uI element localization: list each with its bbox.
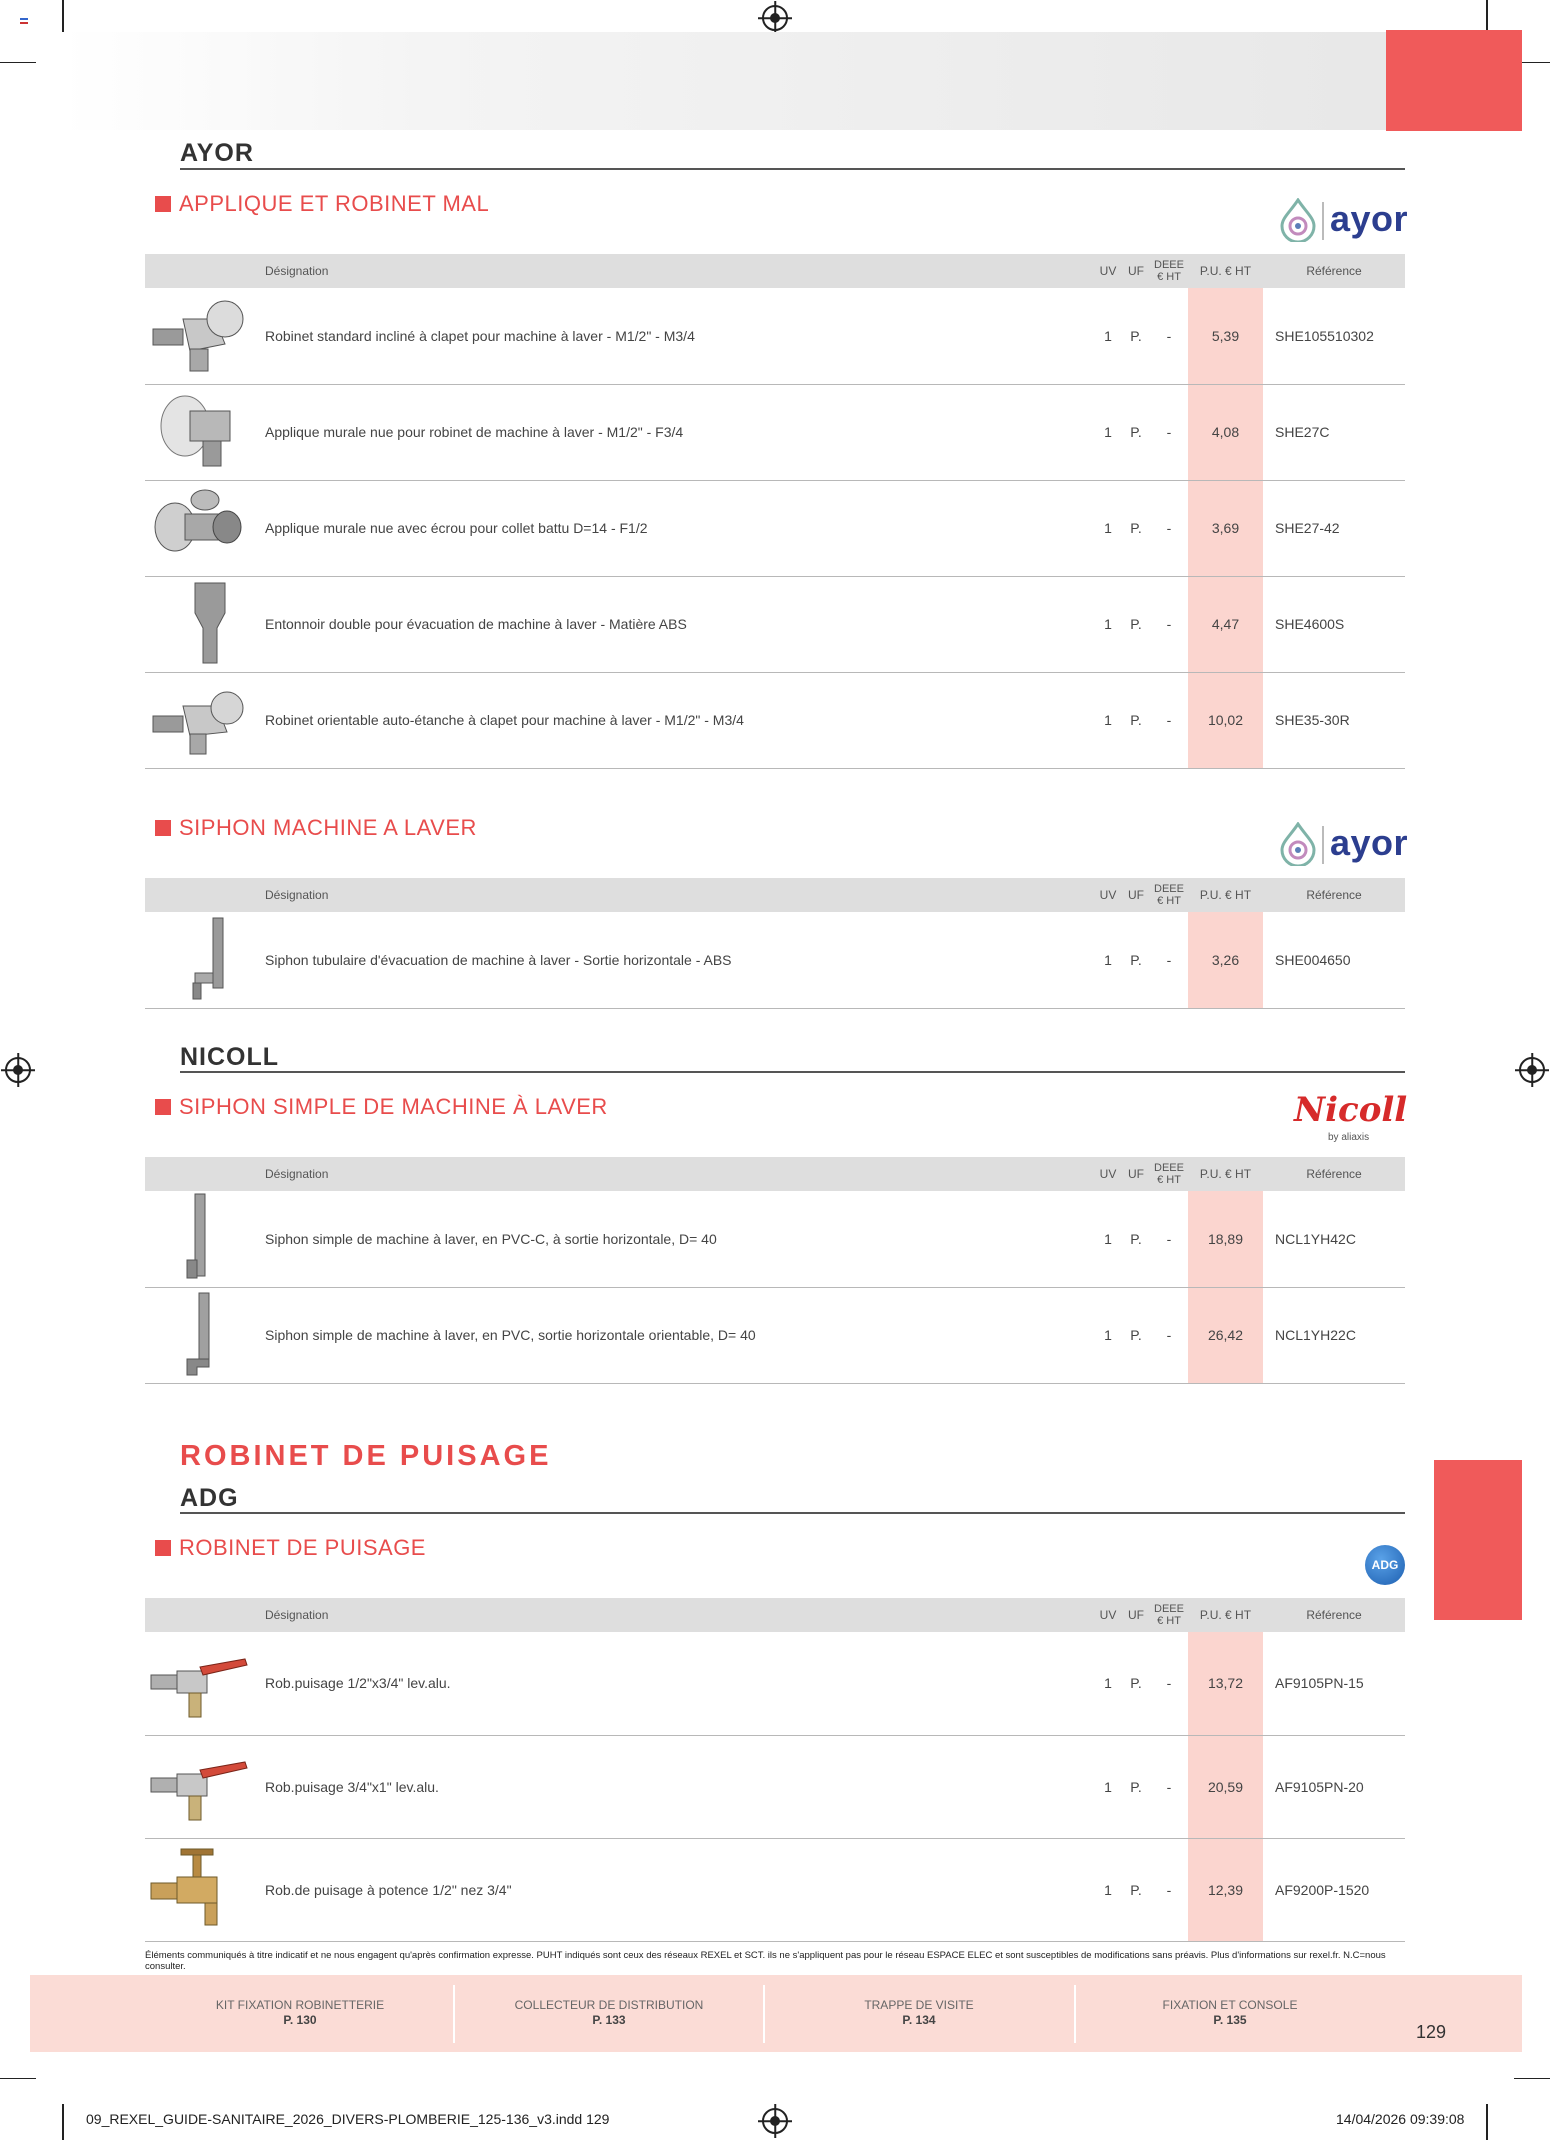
deee-cell: - bbox=[1150, 1838, 1188, 1941]
slug-file: 09_REXEL_GUIDE-SANITAIRE_2026_DIVERS-PLOMBERIE_125-136_v3.indd 129 bbox=[86, 2111, 610, 2127]
nicoll-logo-sub: by aliaxis bbox=[1328, 1132, 1370, 1143]
table-row bbox=[145, 288, 1405, 384]
brand-rule bbox=[180, 1512, 1405, 1514]
uv-cell: 1 bbox=[1094, 288, 1122, 384]
nicoll-logo-text: Nicoll bbox=[1294, 1090, 1408, 1130]
uv-cell: 1 bbox=[1094, 384, 1122, 480]
ayor-logo bbox=[1278, 822, 1408, 868]
table-row bbox=[145, 1287, 1405, 1383]
designation-cell: Siphon simple de machine à laver, en PVC-C, à sortie horizontale, D= 40 bbox=[265, 1191, 1094, 1287]
lever-tap-icon bbox=[145, 1637, 265, 1727]
deee-cell: - bbox=[1150, 912, 1188, 1008]
designation-cell: Siphon simple de machine à laver, en PVC, sortie horizontale orientable, D= 40 bbox=[265, 1287, 1094, 1383]
price-cell: 3,69 bbox=[1188, 480, 1263, 576]
section-title-text: ROBINET DE PUISAGE bbox=[179, 1535, 426, 1560]
reference-cell: SHE4600S bbox=[1263, 576, 1405, 672]
ayor-drop-icon bbox=[1278, 198, 1318, 242]
chapter-tab-top bbox=[1386, 30, 1522, 131]
table-row bbox=[145, 1838, 1405, 1941]
uf-cell: P. bbox=[1122, 1838, 1150, 1941]
uv-cell: 1 bbox=[1094, 576, 1122, 672]
table-row bbox=[145, 1632, 1405, 1735]
section-title-text: APPLIQUE ET ROBINET MAL bbox=[179, 191, 490, 216]
reference-cell: SHE004650 bbox=[1263, 912, 1405, 1008]
designation-cell: Siphon tubulaire d'évacuation de machine à laver - Sortie horizontale - ABS bbox=[265, 912, 1094, 1008]
header-uv: UV bbox=[1094, 1598, 1122, 1632]
reference-cell: SHE27-42 bbox=[1263, 480, 1405, 576]
wall-fitting-nut-icon bbox=[145, 482, 265, 572]
footer-link-fixation-console[interactable]: FIXATION ET CONSOLE P. 135 bbox=[1162, 1998, 1298, 2027]
chapter-tab-side bbox=[1434, 1460, 1522, 1620]
header-deee: DEEE € HT bbox=[1150, 878, 1188, 912]
product-table bbox=[145, 1157, 1405, 1384]
section-title bbox=[155, 191, 489, 217]
funnel-icon bbox=[145, 578, 265, 668]
uf-cell: P. bbox=[1122, 384, 1150, 480]
deee-cell: - bbox=[1150, 1191, 1188, 1287]
reference-cell: SHE27C bbox=[1263, 384, 1405, 480]
header-uv: UV bbox=[1094, 1157, 1122, 1191]
registration-mark-icon bbox=[762, 2108, 788, 2134]
designation-cell: Rob.puisage 3/4"x1" lev.alu. bbox=[265, 1735, 1094, 1838]
registration-mark-icon bbox=[762, 5, 788, 31]
table-row bbox=[145, 576, 1405, 672]
reference-cell: NCL1YH22C bbox=[1263, 1287, 1405, 1383]
nicoll-logo bbox=[1290, 1090, 1410, 1146]
section-square-icon bbox=[155, 1099, 171, 1115]
header-designation: Désignation bbox=[265, 1157, 1094, 1191]
header-uv: UV bbox=[1094, 878, 1122, 912]
table-row bbox=[145, 480, 1405, 576]
brand-title: AYOR bbox=[180, 139, 254, 167]
slug-datetime: 14/04/2026 09:39:08 bbox=[1336, 2111, 1465, 2127]
header-ref: Référence bbox=[1263, 254, 1405, 288]
header-deee: DEEE € HT bbox=[1150, 254, 1188, 288]
designation-cell: Rob.de puisage à potence 1/2" nez 3/4" bbox=[265, 1838, 1094, 1941]
simple-siphon-icon bbox=[145, 1192, 265, 1282]
reference-cell: SHE35-30R bbox=[1263, 672, 1405, 768]
product-table bbox=[145, 254, 1405, 769]
price-cell: 3,26 bbox=[1188, 912, 1263, 1008]
header-uf: UF bbox=[1122, 878, 1150, 912]
uf-cell: P. bbox=[1122, 480, 1150, 576]
uf-cell: P. bbox=[1122, 1632, 1150, 1735]
uf-cell: P. bbox=[1122, 288, 1150, 384]
page-number: 129 bbox=[1416, 2022, 1447, 2042]
designation-cell: Applique murale nue pour robinet de machine à laver - M1/2" - F3/4 bbox=[265, 384, 1094, 480]
price-cell: 20,59 bbox=[1188, 1735, 1263, 1838]
disclaimer: Éléments communiqués à titre indicatif et ne nous engagent qu'après confirmation expresse. PUHT indiqués sont ceux des réseaux REXEL et SCT. ils ne s'appliquent pas pour le réseau ESPACE ELEC et sont susceptibles de modifications sans préavis. Plus d'informations sur rexel.fr. N.C=nous consulter. bbox=[145, 1950, 1386, 1972]
price-cell: 13,72 bbox=[1188, 1632, 1263, 1735]
header-ref: Référence bbox=[1263, 878, 1405, 912]
uv-cell: 1 bbox=[1094, 1838, 1122, 1941]
deee-cell: - bbox=[1150, 672, 1188, 768]
uf-cell: P. bbox=[1122, 1191, 1150, 1287]
deee-cell: - bbox=[1150, 1287, 1188, 1383]
wall-fitting-icon bbox=[145, 386, 265, 476]
ayor-drop-icon bbox=[1278, 822, 1318, 866]
header-pu: P.U. € HT bbox=[1188, 1598, 1263, 1632]
price-cell: 5,39 bbox=[1188, 288, 1263, 384]
uf-cell: P. bbox=[1122, 672, 1150, 768]
deee-cell: - bbox=[1150, 480, 1188, 576]
header-pu: P.U. € HT bbox=[1188, 1157, 1263, 1191]
designation-cell: Robinet orientable auto-étanche à clapet pour machine à laver - M1/2" - M3/4 bbox=[265, 672, 1094, 768]
header-ref: Référence bbox=[1263, 1157, 1405, 1191]
header-uv: UV bbox=[1094, 254, 1122, 288]
product-table bbox=[145, 1598, 1405, 1942]
tubular-siphon-icon bbox=[145, 913, 265, 1003]
deee-cell: - bbox=[1150, 576, 1188, 672]
footer-link-collecteur[interactable]: COLLECTEUR DE DISTRIBUTION P. 133 bbox=[514, 1998, 704, 2027]
section-square-icon bbox=[155, 1540, 171, 1556]
adg-logo: ADG bbox=[1365, 1545, 1405, 1585]
reference-cell: AF9105PN-15 bbox=[1263, 1632, 1405, 1735]
angled-valve-icon bbox=[145, 289, 265, 379]
table-row bbox=[145, 384, 1405, 480]
deee-cell: - bbox=[1150, 1632, 1188, 1735]
price-cell: 18,89 bbox=[1188, 1191, 1263, 1287]
uf-cell: P. bbox=[1122, 576, 1150, 672]
section-title-text: SIPHON MACHINE A LAVER bbox=[179, 815, 477, 840]
header-designation: Désignation bbox=[265, 1598, 1094, 1632]
uf-cell: P. bbox=[1122, 1735, 1150, 1838]
header-deee: DEEE € HT bbox=[1150, 1598, 1188, 1632]
brand-title: ADG bbox=[180, 1484, 239, 1512]
brand-rule bbox=[180, 168, 1405, 170]
section-square-icon bbox=[155, 196, 171, 212]
designation-cell: Entonnoir double pour évacuation de machine à laver - Matière ABS bbox=[265, 576, 1094, 672]
section-title-text: SIPHON SIMPLE DE MACHINE À LAVER bbox=[179, 1094, 608, 1119]
deee-cell: - bbox=[1150, 288, 1188, 384]
section-title bbox=[155, 1535, 426, 1561]
uv-cell: 1 bbox=[1094, 1632, 1122, 1735]
price-cell: 26,42 bbox=[1188, 1287, 1263, 1383]
header-pu: P.U. € HT bbox=[1188, 254, 1263, 288]
table-row bbox=[145, 912, 1405, 1008]
price-cell: 12,39 bbox=[1188, 1838, 1263, 1941]
table-row bbox=[145, 1191, 1405, 1287]
header-ref: Référence bbox=[1263, 1598, 1405, 1632]
header-uf: UF bbox=[1122, 1598, 1150, 1632]
price-cell: 4,08 bbox=[1188, 384, 1263, 480]
section-title bbox=[155, 815, 477, 841]
footer-link-trappe[interactable]: TRAPPE DE VISITE P. 134 bbox=[864, 1998, 974, 2027]
section-title bbox=[155, 1094, 608, 1120]
deee-cell: - bbox=[1150, 1735, 1188, 1838]
uv-cell: 1 bbox=[1094, 480, 1122, 576]
uv-cell: 1 bbox=[1094, 1191, 1122, 1287]
ayor-logo bbox=[1278, 198, 1408, 244]
section-square-icon bbox=[155, 820, 171, 836]
price-cell: 4,47 bbox=[1188, 576, 1263, 672]
header-designation: Désignation bbox=[265, 254, 1094, 288]
header-deee: DEEE € HT bbox=[1150, 1157, 1188, 1191]
orientable-valve-icon bbox=[145, 674, 265, 764]
header-pu: P.U. € HT bbox=[1188, 878, 1263, 912]
deee-cell: - bbox=[1150, 384, 1188, 480]
product-table bbox=[145, 878, 1405, 1009]
top-band bbox=[62, 32, 1522, 130]
lever-tap-icon bbox=[145, 1740, 265, 1830]
designation-cell: Rob.puisage 1/2"x3/4" lev.alu. bbox=[265, 1632, 1094, 1735]
brass-tap-icon bbox=[145, 1843, 265, 1933]
uv-cell: 1 bbox=[1094, 1287, 1122, 1383]
reference-cell: AF9200P-1520 bbox=[1263, 1838, 1405, 1941]
reference-cell: NCL1YH42C bbox=[1263, 1191, 1405, 1287]
uv-cell: 1 bbox=[1094, 672, 1122, 768]
header-designation: Désignation bbox=[265, 878, 1094, 912]
brand-rule bbox=[180, 1071, 1405, 1073]
uf-cell: P. bbox=[1122, 912, 1150, 1008]
footer-link-kit-fixation[interactable]: KIT FIXATION ROBINETTERIE P. 130 bbox=[215, 1998, 385, 2027]
designation-cell: Applique murale nue avec écrou pour collet battu D=14 - F1/2 bbox=[265, 480, 1094, 576]
uv-cell: 1 bbox=[1094, 912, 1122, 1008]
reference-cell: AF9105PN-20 bbox=[1263, 1735, 1405, 1838]
table-row bbox=[145, 1735, 1405, 1838]
price-cell: 10,02 bbox=[1188, 672, 1263, 768]
table-row bbox=[145, 672, 1405, 768]
reference-cell: SHE105510302 bbox=[1263, 288, 1405, 384]
designation-cell: Robinet standard incliné à clapet pour machine à laver - M1/2" - M3/4 bbox=[265, 288, 1094, 384]
category-title: ROBINET DE PUISAGE bbox=[180, 1440, 552, 1472]
ayor-logo-text: ayor bbox=[1330, 198, 1409, 239]
brand-title: NICOLL bbox=[180, 1043, 280, 1071]
registration-mark-icon bbox=[5, 1057, 31, 1083]
uv-cell: 1 bbox=[1094, 1735, 1122, 1838]
header-uf: UF bbox=[1122, 1157, 1150, 1191]
uf-cell: P. bbox=[1122, 1287, 1150, 1383]
ayor-logo-text: ayor bbox=[1330, 822, 1409, 863]
orientable-siphon-icon bbox=[145, 1289, 265, 1379]
header-uf: UF bbox=[1122, 254, 1150, 288]
registration-mark-icon bbox=[1519, 1057, 1545, 1083]
